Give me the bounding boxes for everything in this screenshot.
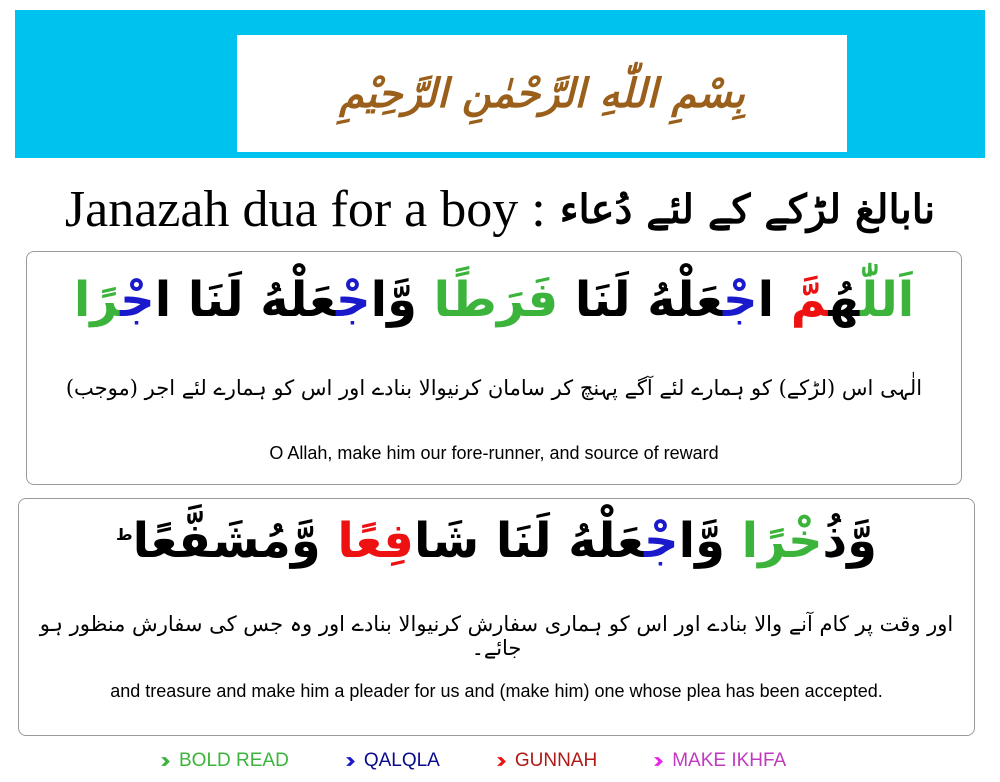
chevron-right-icon [496,756,507,767]
arabic-segment: هُ [828,272,861,328]
arabic-segment: وَّا [370,272,434,328]
legend-bold-read [160,750,289,772]
urdu-translation-1: الٰہی اس (لڑکے) کو ہمارے لئے آگے پہنچ کر سامان کرنیوالا بنادے اور اس کو ہمارے لئے اجر (موجب) [65,376,923,400]
waqf-stop-mark: ط [115,525,133,544]
english-translation-1: O Allah, make him our fore-runner, and source of reward [269,443,719,463]
urdu-translation-2: اور وقت پر کام آنے والا بنادے اور اس کو ہماری سفارش کرنیوالا بنادے اور وہ جس کی سفارش منظور ہو جائے۔ [39,612,954,660]
arabic-segment: عَلْهُ لَنَا شَا [413,513,645,569]
bismillah-panel [237,35,847,152]
arabic-segment: اَللّٰ [860,272,915,328]
arabic-segment: مَّ [790,272,829,328]
arabic-segment: عَلْهُ لَنَا ا [154,272,337,328]
legend-label: MAKE IKHFA [672,750,787,771]
arabic-segment: وَّذُ [822,513,877,569]
arabic-segment: فِعًا [337,513,414,569]
chevron-right-icon [160,756,171,767]
header-banner [15,10,985,158]
bismillah-calligraphy: بِسْمِ اللّٰهِ الرَّحْمٰنِ الرَّحِيْمِ [339,70,745,117]
chevron-right-icon [345,756,356,767]
arabic-verse-1 [27,272,961,328]
legend-label: QALQLA [363,750,440,771]
page-title [15,174,985,244]
legend-gunnah [496,750,597,772]
title-english: Janazah dua for a boy : [64,180,546,238]
arabic-segment: جْ [336,272,371,328]
arabic-segment: جْ [644,513,679,569]
tajweed-legend [160,748,860,774]
legend-make-ikhfa [653,750,786,772]
title-urdu: نابالغ لڑکے کے لئے دُعاء [559,185,936,233]
verse-card-2 [18,498,975,736]
arabic-segment: ا [757,272,791,328]
arabic-segment: وَّمُشَفَّعًا [132,513,338,569]
legend-qalqla [345,750,440,772]
english-translation-2: and treasure and make him a pleader for us and (make him) one whose plea has been accepted. [110,681,883,701]
arabic-segment: جْ [120,272,155,328]
arabic-verse-2 [19,513,974,569]
legend-label: GUNNAH [514,750,598,771]
arabic-segment: رًا [73,272,121,328]
arabic-segment: خْرًا [741,513,823,569]
arabic-segment: عَلْهُ لَنَا [558,272,724,328]
arabic-segment: وَّا [678,513,742,569]
legend-label: BOLD READ [179,750,289,771]
chevron-right-icon [653,756,664,767]
arabic-segment: جْ [723,272,758,328]
verse-card-1 [26,251,962,485]
arabic-segment: فَرَطًا [433,272,559,328]
